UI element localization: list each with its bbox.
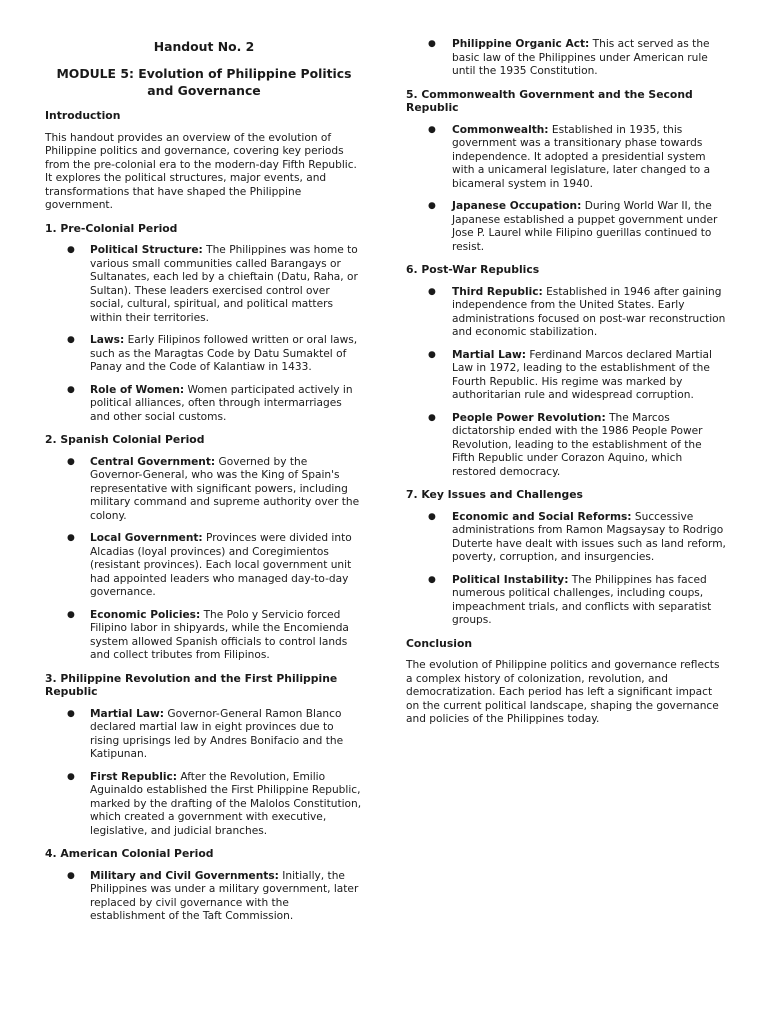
list-item — [45, 771, 363, 839]
bullet-icon: ● — [428, 124, 436, 135]
handout-number: Handout No. 2 — [153, 39, 255, 54]
item-title: Central Government: — [90, 455, 216, 468]
list-item — [406, 574, 726, 628]
bullet-icon: ● — [428, 574, 436, 585]
revolution-list — [45, 708, 363, 839]
item-text: The Polo y Servicio forced Filipino labor in shipyards, while the Encomienda system allowed Spanish officials to control lands and collect tributes from Filipinos. — [90, 608, 349, 661]
module-title: MODULE 5: Evolution of Philippine Politics and Governance — [56, 66, 352, 98]
item-text: Established in 1946 after gaining independence from the United States. Early administrations focused on post-war reconstruction and economic stabilization. — [452, 285, 726, 338]
item-text: Initially, the Philippines was under a military government, later replaced by civil governance with the establishment of the Taft Commission. — [90, 869, 359, 922]
list-item — [45, 384, 363, 425]
list-item — [45, 609, 363, 663]
item-text: The Marcos dictatorship ended with the 1986 People Power Revolution, leading to the establishment of the Fifth Republic under Corazon Aquino, which restored democracy. — [452, 411, 703, 478]
conclusion-heading: Conclusion — [406, 636, 473, 650]
spanish-heading: 2. Spanish Colonial Period — [45, 433, 205, 446]
item-title: Economic Policies: — [90, 608, 201, 621]
bullet-icon: ● — [67, 708, 75, 719]
list-item — [45, 244, 363, 325]
list-item — [406, 286, 726, 340]
item-text: Ferdinand Marcos declared Martial Law in 1972, leading to the establishment of the Fourth Republic. His regime was marked by authoritarian rule and widespread corruption. — [452, 348, 712, 401]
list-item — [45, 334, 363, 375]
american-list-left — [45, 870, 363, 924]
precolonial-heading: 1. Pre-Colonial Period — [45, 221, 178, 235]
item-title: Martial Law: — [452, 348, 527, 361]
postwar-heading: 6. Post-War Republics — [406, 263, 540, 276]
bullet-icon: ● — [67, 456, 75, 467]
list-item — [45, 870, 363, 924]
bullet-icon: ● — [67, 245, 75, 255]
item-text: The Philippines has faced numerous political challenges, including coups, impeachment trials, and conflicts with separatist groups. — [452, 573, 712, 626]
list-item — [45, 708, 363, 762]
item-title: Philippine Organic Act: — [452, 38, 590, 50]
introduction-heading: Introduction — [45, 109, 121, 122]
item-text: Women participated actively in political alliances, often through intermarriages and other social customs. — [90, 383, 353, 423]
issues-heading: 7. Key Issues and Challenges — [406, 488, 583, 501]
american-list-right — [406, 38, 726, 79]
introduction-text: This handout provides an overview of the evolution of Philippine politics and governance, covering key periods from the pre-colonial era to the modern-day Fifth Republic. It explores the political structures, major events, and transformations that have shaped the Philippine government. — [45, 131, 357, 211]
list-item — [45, 532, 363, 600]
bullet-icon: ● — [428, 511, 436, 522]
item-title: People Power Revolution: — [452, 411, 606, 424]
item-title: Economic and Social Reforms: — [452, 510, 632, 523]
item-title: Third Republic: — [452, 285, 543, 298]
item-text: This act served as the basic law of the Philippines under American rule until the 1935 Constitution. — [452, 38, 710, 77]
item-title: Commonwealth: — [452, 123, 549, 136]
item-text: Governor-General Ramon Blanco declared martial law in eight provinces due to rising uprisings led by Andres Bonifacio and the Katipunan. — [90, 707, 344, 760]
bullet-icon: ● — [428, 201, 436, 211]
item-text: Early Filipinos followed written or oral laws, such as the Maragtas Code by Datu Sumaktel of Panay and the Code of Kalantiaw in 1433. — [90, 334, 358, 373]
bullet-icon: ● — [67, 384, 75, 395]
item-text: Established in 1935, this government was a transitionary phase towards independence. It adopted a presidential system with a unicameral legislature, later changed to a bicameral system in 1940. — [452, 123, 711, 190]
list-item — [45, 456, 363, 524]
left-column — [45, 38, 363, 933]
list-item — [406, 124, 726, 192]
item-title: Laws: — [90, 334, 125, 346]
conclusion-text: The evolution of Philippine politics and governance reflects a complex history of colonization, revolution, and democratization. Each period has left a significant impact on the current political landscape, shaping the governance and policies of the Philippines today. — [406, 659, 720, 725]
spanish-list — [45, 456, 363, 663]
list-item — [406, 200, 726, 254]
right-column — [406, 38, 726, 736]
precolonial-list — [45, 244, 363, 424]
item-text: After the Revolution, Emilio Aguinaldo established the First Philippine Republic, marked by the drafting of the Malolos Constitution, which created a government with executive, legislative, and judicial branches. — [90, 770, 362, 837]
item-title: Local Government: — [90, 532, 203, 544]
bullet-icon: ● — [67, 771, 75, 782]
issues-list — [406, 511, 726, 628]
bullet-icon: ● — [428, 286, 436, 297]
item-text: The Philippines was home to various small communities called Barangays or Sultanates, each led by a chieftain (Datu, Raha, or Sultan). These leaders exercised control over social, cultural, spiritual, and political matters within their territories. — [90, 244, 358, 324]
list-item — [406, 412, 726, 480]
item-text: During World War II, the Japanese established a puppet government under Jose P. Laurel while Filipino guerillas continued to resist. — [452, 200, 718, 253]
item-text: Governed by the Governor-General, who was the King of Spain's representative with significant powers, including military command and supreme authority over the colony. — [90, 455, 360, 522]
bullet-icon: ● — [67, 533, 75, 543]
item-text: Provinces were divided into Alcadias (loyal provinces) and Coregimientos (resistant provinces). Each local government unit had appointed leaders who managed day-to-day governance. — [90, 532, 352, 598]
list-item — [406, 511, 726, 565]
item-title: First Republic: — [90, 770, 177, 783]
item-title: Japanese Occupation: — [452, 200, 582, 212]
item-title: Political Structure: — [90, 244, 203, 256]
postwar-list — [406, 286, 726, 480]
item-title: Military and Civil Governments: — [90, 869, 279, 882]
item-title: Role of Women: — [90, 383, 185, 396]
bullet-icon: ● — [67, 335, 75, 345]
item-text: Successive administrations from Ramon Magsaysay to Rodrigo Duterte have dealt with issues such as land reform, poverty, corruption, and insurgencies. — [452, 510, 726, 563]
item-title: Political Instability: — [452, 573, 569, 586]
bullet-icon: ● — [67, 870, 75, 881]
item-title: Martial Law: — [90, 707, 165, 720]
commonwealth-heading: 5. Commonwealth Government and the Second Republic — [406, 87, 693, 114]
bullet-icon: ● — [67, 609, 75, 620]
american-heading: 4. American Colonial Period — [45, 847, 214, 860]
commonwealth-list — [406, 124, 726, 255]
list-item — [406, 38, 726, 79]
bullet-icon: ● — [428, 349, 436, 360]
list-item — [406, 349, 726, 403]
revolution-heading: 3. Philippine Revolution and the First Philippine Republic — [45, 671, 338, 698]
bullet-icon: ● — [428, 412, 436, 423]
bullet-icon: ● — [428, 39, 436, 49]
